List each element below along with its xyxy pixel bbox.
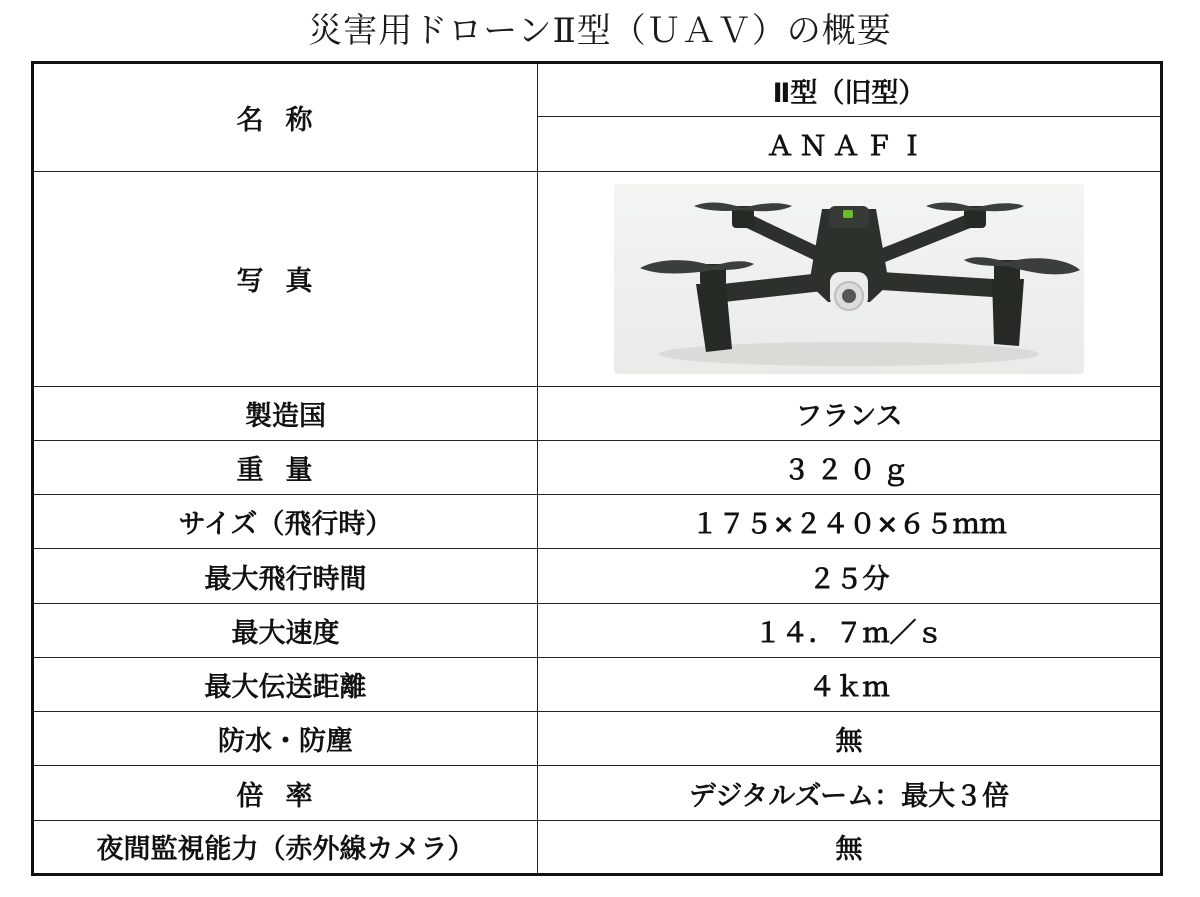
row-value: 無 [538, 712, 1162, 766]
table-row [33, 440, 1162, 494]
spec-table [31, 61, 1163, 876]
table-row [33, 657, 1162, 711]
table-row [33, 171, 1162, 386]
row-value: １７５×２４０×６５ｍｍ [538, 495, 1162, 549]
row-value: 無 [538, 820, 1162, 874]
table-row [33, 495, 1162, 549]
row-value: ３２０ｇ [538, 440, 1162, 494]
row-label: 最大飛行時間 [33, 549, 538, 603]
row-value: １４．７ｍ／ｓ [538, 603, 1162, 657]
row-label: 倍率 [33, 766, 538, 820]
model-name: ＡＮＡＦＩ [538, 117, 1162, 171]
table-row [33, 549, 1162, 603]
row-value: ２５分 [538, 549, 1162, 603]
name-label: 名称 [33, 63, 538, 172]
photo-label: 写真 [33, 171, 538, 386]
row-label: 最大速度 [33, 603, 538, 657]
row-label: 防水・防塵 [33, 712, 538, 766]
page-title: 災害用ドローンⅡ型（ＵＡＶ）の概要 [308, 11, 892, 51]
row-label: 夜間監視能力（赤外線カメラ） [33, 820, 538, 874]
table-row [33, 386, 1162, 440]
row-label: 重量 [33, 440, 538, 494]
photo-cell [538, 171, 1162, 386]
row-value: フランス [538, 386, 1162, 440]
table-row [33, 766, 1162, 820]
model-type: Ⅱ型（旧型） [538, 63, 1162, 117]
table-row [33, 603, 1162, 657]
row-label: サイズ（飛行時） [33, 495, 538, 549]
table-row [33, 820, 1162, 874]
row-label: 製造国 [33, 386, 538, 440]
drone-icon [614, 184, 1084, 374]
table-row [33, 712, 1162, 766]
row-label: 最大伝送距離 [33, 657, 538, 711]
row-value: デジタルズーム：最大３倍 [538, 766, 1162, 820]
table-row [33, 63, 1162, 117]
drone-photo [614, 184, 1084, 374]
row-value: ４ｋｍ [538, 657, 1162, 711]
